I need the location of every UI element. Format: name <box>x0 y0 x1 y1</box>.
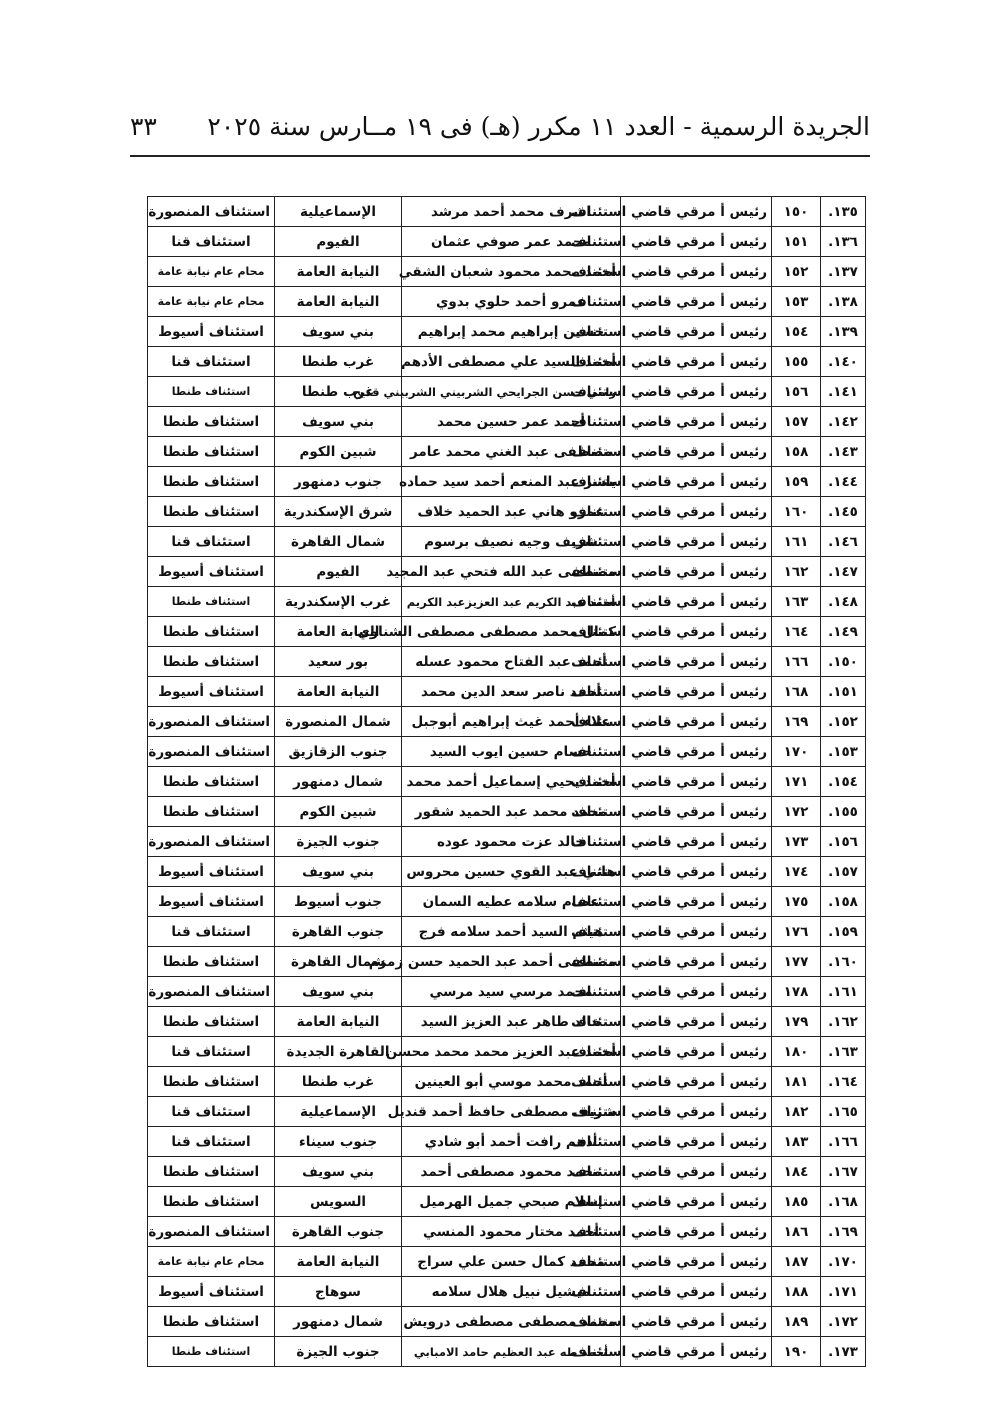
row-from: جنوب أسيوط <box>275 887 402 917</box>
table-row <box>148 317 866 347</box>
row-to: استئناف قنا <box>148 527 275 557</box>
table-row <box>148 1247 866 1277</box>
table-row <box>148 227 866 257</box>
row-rank: رئيس أ مرقي قاضي استئناف <box>621 617 772 647</box>
row-sequence: ١٦٦. <box>821 1127 866 1157</box>
row-name: أحمد مختار محمود المنسي <box>402 1217 621 1247</box>
table-row <box>148 287 866 317</box>
row-sequence: ١٤٧. <box>821 557 866 587</box>
row-sequence: ١٥٥. <box>821 797 866 827</box>
row-to: استئناف أسيوط <box>148 1277 275 1307</box>
row-sequence: ١٦٤. <box>821 1067 866 1097</box>
row-rank: رئيس أ مرقي قاضي استئناف <box>621 1247 772 1277</box>
row-rank: رئيس أ مرقي قاضي استئناف <box>621 977 772 1007</box>
row-from: شمال القاهرة <box>275 947 402 977</box>
row-rank: رئيس أ مرقي قاضي استئناف <box>621 257 772 287</box>
row-rank: رئيس أ مرقي قاضي استئناف <box>621 917 772 947</box>
table-row <box>148 1007 866 1037</box>
row-sequence: ١٤٣. <box>821 437 866 467</box>
row-to: استئناف طنطا <box>148 497 275 527</box>
row-from: النيابة العامة <box>275 677 402 707</box>
row-sequence: ١٦٠. <box>821 947 866 977</box>
row-sequence: ١٣٩. <box>821 317 866 347</box>
gazette-title: الجريدة الرسمية - العدد ١١ مكرر (هـ) فى ١٩ مــارس سنة ٢٠٢٥ <box>207 112 870 141</box>
table-row <box>148 1157 866 1187</box>
row-code: ١٦٩ <box>772 707 821 737</box>
row-name: حسين إبراهيم محمد إبراهيم <box>402 317 621 347</box>
row-name: مصطفى عبد الله فتحي عبد المجيد <box>402 557 621 587</box>
row-code: ١٧٧ <box>772 947 821 977</box>
row-from: جنوب القاهرة <box>275 917 402 947</box>
row-rank: رئيس أ مرقي قاضي استئناف <box>621 737 772 767</box>
row-sequence: ١٥٤. <box>821 767 866 797</box>
row-sequence: ١٤٩. <box>821 617 866 647</box>
row-rank: رئيس أ مرقي قاضي استئناف <box>621 467 772 497</box>
row-to: استئناف طنطا <box>148 377 275 407</box>
row-rank: رئيس أ مرقي قاضي استئناف <box>621 1307 772 1337</box>
table-row <box>148 1067 866 1097</box>
row-name: أحمد محمد موسي أبو العينين <box>402 1067 621 1097</box>
row-sequence: ١٣٦. <box>821 227 866 257</box>
row-to: استئناف طنطا <box>148 947 275 977</box>
table-row <box>148 677 866 707</box>
row-name: كمال محمد مصطفى مصطفى الشناوي <box>402 617 621 647</box>
row-name: هيثم السيد أحمد سلامه فرج <box>402 917 621 947</box>
row-sequence: ١٤١. <box>821 377 866 407</box>
row-code: ١٦٣ <box>772 587 821 617</box>
row-rank: رئيس أ مرقي قاضي استئناف <box>621 317 772 347</box>
page-header <box>130 112 870 141</box>
table-row <box>148 557 866 587</box>
row-sequence: ١٤٤. <box>821 467 866 497</box>
row-sequence: ١٦٧. <box>821 1157 866 1187</box>
row-from: النيابة العامة <box>275 257 402 287</box>
row-code: ١٥٨ <box>772 437 821 467</box>
row-rank: رئيس أ مرقي قاضي استئناف <box>621 1277 772 1307</box>
row-sequence: ١٧٠. <box>821 1247 866 1277</box>
row-from: بني سويف <box>275 407 402 437</box>
table-row <box>148 947 866 977</box>
row-sequence: ١٥٣. <box>821 737 866 767</box>
table-row <box>148 1277 866 1307</box>
row-code: ١٥٩ <box>772 467 821 497</box>
row-to: استئناف أسيوط <box>148 857 275 887</box>
row-to: استئناف قنا <box>148 1127 275 1157</box>
row-rank: رئيس أ مرقي قاضي استئناف <box>621 227 772 257</box>
row-rank: رئيس أ مرقي قاضي استئناف <box>621 827 772 857</box>
row-rank: رئيس أ مرقي قاضي استئناف <box>621 947 772 977</box>
row-sequence: ١٥١. <box>821 677 866 707</box>
row-to: استئناف أسيوط <box>148 317 275 347</box>
judges-table-body <box>148 197 866 1367</box>
row-name: أحمد ناصر سعد الدين محمد <box>402 677 621 707</box>
row-from: شرق الإسكندرية <box>275 497 402 527</box>
row-code: ١٨٣ <box>772 1127 821 1157</box>
row-to: استئناف طنطا <box>148 587 275 617</box>
table-row <box>148 857 866 887</box>
row-rank: رئيس أ مرقي قاضي استئناف <box>621 497 772 527</box>
table-row <box>148 587 866 617</box>
row-to: استئناف طنطا <box>148 647 275 677</box>
row-from: شمال دمنهور <box>275 1307 402 1337</box>
table-row <box>148 1187 866 1217</box>
row-name: خالد عزت محمود عوده <box>402 827 621 857</box>
row-name: هاني عبد القوي حسين محروس <box>402 857 621 887</box>
row-code: ١٦٤ <box>772 617 821 647</box>
row-code: ١٥١ <box>772 227 821 257</box>
row-to: استئناف أسيوط <box>148 887 275 917</box>
row-name: عمرو هاني عبد الحميد خلاف <box>402 497 621 527</box>
row-sequence: ١٦٨. <box>821 1187 866 1217</box>
row-rank: رئيس أ مرقي قاضي استئناف <box>621 887 772 917</box>
row-to: استئناف المنصورة <box>148 977 275 1007</box>
row-name: شريف وجيه نصيف برسوم <box>402 527 621 557</box>
row-to: استئناف المنصورة <box>148 737 275 767</box>
row-code: ١٧٩ <box>772 1007 821 1037</box>
row-from: الإسماعيلية <box>275 1097 402 1127</box>
row-code: ١٦٨ <box>772 677 821 707</box>
row-sequence: ١٦٣. <box>821 1037 866 1067</box>
row-code: ١٥٠ <box>772 197 821 227</box>
row-rank: رئيس أ مرقي قاضي استئناف <box>621 587 772 617</box>
row-name: محمد مرسي سيد مرسي <box>402 977 621 1007</box>
row-code: ١٥٣ <box>772 287 821 317</box>
row-from: بني سويف <box>275 977 402 1007</box>
row-rank: رئيس أ مرقي قاضي استئناف <box>621 287 772 317</box>
row-rank: رئيس أ مرقي قاضي استئناف <box>621 1337 772 1367</box>
table-row <box>148 707 866 737</box>
table-row <box>148 527 866 557</box>
row-code: ١٦٠ <box>772 497 821 527</box>
row-name: محمد كمال حسن علي سراج <box>402 1247 621 1277</box>
row-code: ١٨١ <box>772 1067 821 1097</box>
row-rank: رئيس أ مرقي قاضي استئناف <box>621 1217 772 1247</box>
row-rank: رئيس أ مرقي قاضي استئناف <box>621 707 772 737</box>
row-to: محام عام نيابة عامة <box>148 287 275 317</box>
row-code: ١٦١ <box>772 527 821 557</box>
row-rank: رئيس أ مرقي قاضي استئناف <box>621 407 772 437</box>
row-name: محمد عمر صوفي عثمان <box>402 227 621 257</box>
row-from: النيابة العامة <box>275 1007 402 1037</box>
row-rank: رئيس أ مرقي قاضي استئناف <box>621 437 772 467</box>
row-name: عمرو أحمد حلوي بدوي <box>402 287 621 317</box>
judges-table <box>147 196 866 1367</box>
row-code: ١٧٤ <box>772 857 821 887</box>
row-from: جنوب سيناء <box>275 1127 402 1157</box>
row-to: استئناف طنطا <box>148 1067 275 1097</box>
row-code: ١٨٩ <box>772 1307 821 1337</box>
row-code: ١٧٣ <box>772 827 821 857</box>
row-from: شمال المنصورة <box>275 707 402 737</box>
row-code: ١٥٤ <box>772 317 821 347</box>
row-rank: رئيس أ مرقي قاضي استئناف <box>621 527 772 557</box>
row-rank: رئيس أ مرقي قاضي استئناف <box>621 857 772 887</box>
row-from: غرب طنطا <box>275 377 402 407</box>
row-to: استئناف قنا <box>148 917 275 947</box>
row-from: بني سويف <box>275 1157 402 1187</box>
row-sequence: ١٧٢. <box>821 1307 866 1337</box>
row-sequence: ١٤٥. <box>821 497 866 527</box>
row-code: ١٧٠ <box>772 737 821 767</box>
table-row <box>148 1337 866 1367</box>
row-from: الفيوم <box>275 557 402 587</box>
row-rank: رئيس أ مرقي قاضي استئناف <box>621 1007 772 1037</box>
row-sequence: ١٣٥. <box>821 197 866 227</box>
row-to: استئناف طنطا <box>148 1157 275 1187</box>
row-code: ١٨٢ <box>772 1097 821 1127</box>
row-name: محمد محمد عبد الحميد شقور <box>402 797 621 827</box>
header-rule <box>130 155 870 157</box>
row-to: استئناف طنطا <box>148 617 275 647</box>
row-sequence: ١٣٨. <box>821 287 866 317</box>
row-to: استئناف المنصورة <box>148 1217 275 1247</box>
row-rank: رئيس أ مرقي قاضي استئناف <box>621 1067 772 1097</box>
row-from: جنوب الزقازيق <box>275 737 402 767</box>
row-rank: رئيس أ مرقي قاضي استئناف <box>621 767 772 797</box>
row-sequence: ١٦١. <box>821 977 866 1007</box>
row-name: أحمد السيد علي مصطفى الأدهم <box>402 347 621 377</box>
row-from: السويس <box>275 1187 402 1217</box>
row-from: بني سويف <box>275 317 402 347</box>
row-sequence: ١٤٦. <box>821 527 866 557</box>
row-name: أحمد عبد الفتاح محمود عسله <box>402 647 621 677</box>
row-from: شبين الكوم <box>275 797 402 827</box>
table-row <box>148 197 866 227</box>
table-row <box>148 1097 866 1127</box>
table-row <box>148 647 866 677</box>
row-to: استئناف قنا <box>148 1097 275 1127</box>
row-code: ١٨٥ <box>772 1187 821 1217</box>
row-name: أحمد يحيي إسماعيل أحمد محمد <box>402 767 621 797</box>
table-row <box>148 377 866 407</box>
row-name: أحمد عبد العزيز محمد محمد محسن <box>402 1037 621 1067</box>
row-from: غرب طنطا <box>275 347 402 377</box>
row-rank: رئيس أ مرقي قاضي استئناف <box>621 1097 772 1127</box>
table-row <box>148 437 866 467</box>
row-rank: رئيس أ مرقي قاضي استئناف <box>621 677 772 707</box>
row-from: غرب الإسكندرية <box>275 587 402 617</box>
row-name: أدهم رافت أحمد أبو شادي <box>402 1127 621 1157</box>
row-from: جنوب الجيزة <box>275 827 402 857</box>
row-name: عصام سلامه عطيه السمان <box>402 887 621 917</box>
row-code: ١٥٦ <box>772 377 821 407</box>
table-row <box>148 767 866 797</box>
row-to: استئناف طنطا <box>148 1337 275 1367</box>
row-code: ١٧١ <box>772 767 821 797</box>
row-code: ١٧٨ <box>772 977 821 1007</box>
row-sequence: ١٣٧. <box>821 257 866 287</box>
row-code: ١٨٦ <box>772 1217 821 1247</box>
row-code: ١٧٥ <box>772 887 821 917</box>
row-name: رامي حسن الجرايحي الشربيني الشربيني قديح <box>402 377 621 407</box>
row-to: استئناف طنطا <box>148 767 275 797</box>
row-code: ١٦٦ <box>772 647 821 677</box>
row-rank: رئيس أ مرقي قاضي استئناف <box>621 197 772 227</box>
row-to: محام عام نيابة عامة <box>148 257 275 287</box>
row-from: جنوب الجيزة <box>275 1337 402 1367</box>
row-name: خالد طاهر عبد العزيز السيد <box>402 1007 621 1037</box>
row-name: حسام حسين ايوب السيد <box>402 737 621 767</box>
row-name: أحمد محمد محمود شعبان الشقي <box>402 257 621 287</box>
row-code: ١٨٠ <box>772 1037 821 1067</box>
row-from: النيابة العامة <box>275 617 402 647</box>
row-rank: رئيس أ مرقي قاضي استئناف <box>621 1037 772 1067</box>
row-from: الإسماعيلية <box>275 197 402 227</box>
row-rank: رئيس أ مرقي قاضي استئناف <box>621 557 772 587</box>
row-from: سوهاج <box>275 1277 402 1307</box>
table-row <box>148 917 866 947</box>
row-from: شبين الكوم <box>275 437 402 467</box>
row-name: أحمد طه عبد العظيم حامد الامبابي <box>402 1337 621 1367</box>
row-name: علاء أحمد غيث إبراهيم أبوجبل <box>402 707 621 737</box>
row-name: محمد مصطفى مصطفى درويش <box>402 1307 621 1337</box>
row-code: ١٨٤ <box>772 1157 821 1187</box>
row-sequence: ١٥٨. <box>821 887 866 917</box>
table-row <box>148 617 866 647</box>
table-row <box>148 1307 866 1337</box>
row-name: محمد محمود مصطفى أحمد <box>402 1157 621 1187</box>
row-code: ١٨٧ <box>772 1247 821 1277</box>
row-to: استئناف طنطا <box>148 407 275 437</box>
row-to: استئناف قنا <box>148 1037 275 1067</box>
row-rank: رئيس أ مرقي قاضي استئناف <box>621 377 772 407</box>
row-name: ميشيل نبيل هلال سلامه <box>402 1277 621 1307</box>
table-row <box>148 1037 866 1067</box>
row-sequence: ١٥٩. <box>821 917 866 947</box>
table-row <box>148 737 866 767</box>
row-sequence: ١٧٣. <box>821 1337 866 1367</box>
table-row <box>148 887 866 917</box>
row-to: استئناف طنطا <box>148 1187 275 1217</box>
row-sequence: ١٥٧. <box>821 857 866 887</box>
row-code: ١٥٥ <box>772 347 821 377</box>
row-code: ١٦٢ <box>772 557 821 587</box>
table-row <box>148 257 866 287</box>
row-code: ١٨٨ <box>772 1277 821 1307</box>
row-from: بني سويف <box>275 857 402 887</box>
table-row <box>148 827 866 857</box>
row-sequence: ١٤٠. <box>821 347 866 377</box>
row-to: استئناف قنا <box>148 227 275 257</box>
row-rank: رئيس أ مرقي قاضي استئناف <box>621 797 772 827</box>
row-to: استئناف المنصورة <box>148 197 275 227</box>
row-to: استئناف طنطا <box>148 437 275 467</box>
row-sequence: ١٥٦. <box>821 827 866 857</box>
row-name: إسلام صبحي جميل الهرميل <box>402 1187 621 1217</box>
row-sequence: ١٥٢. <box>821 707 866 737</box>
row-from: الفيوم <box>275 227 402 257</box>
row-to: استئناف طنطا <box>148 1307 275 1337</box>
table-row <box>148 1217 866 1247</box>
row-sequence: ١٦٢. <box>821 1007 866 1037</box>
row-code: ١٥٢ <box>772 257 821 287</box>
row-to: استئناف طنطا <box>148 797 275 827</box>
row-code: ١٧٢ <box>772 797 821 827</box>
row-rank: رئيس أ مرقي قاضي استئناف <box>621 647 772 677</box>
row-rank: رئيس أ مرقي قاضي استئناف <box>621 347 772 377</box>
row-name: مصطفى أحمد عبد الحميد حسن زمزم <box>402 947 621 977</box>
row-from: شمال القاهرة <box>275 527 402 557</box>
row-from: القاهرة الجديدة <box>275 1037 402 1067</box>
row-to: استئناف أسيوط <box>148 677 275 707</box>
row-name: اشرف محمد أحمد مرشد <box>402 197 621 227</box>
row-from: جنوب دمنهور <box>275 467 402 497</box>
row-to: استئناف قنا <box>148 347 275 377</box>
row-name: ياسر عبد المنعم أحمد سيد حماده <box>402 467 621 497</box>
table-row <box>148 797 866 827</box>
row-sequence: ١٥٠. <box>821 647 866 677</box>
row-name: أحمد عمر حسين محمد <box>402 407 621 437</box>
row-from: جنوب القاهرة <box>275 1217 402 1247</box>
row-sequence: ١٤٢. <box>821 407 866 437</box>
row-code: ١٧٦ <box>772 917 821 947</box>
row-to: استئناف أسيوط <box>148 557 275 587</box>
table-row <box>148 407 866 437</box>
row-rank: رئيس أ مرقي قاضي استئناف <box>621 1157 772 1187</box>
table-row <box>148 497 866 527</box>
table-row <box>148 977 866 1007</box>
row-sequence: ١٦٩. <box>821 1217 866 1247</box>
table-row <box>148 1127 866 1157</box>
row-rank: رئيس أ مرقي قاضي استئناف <box>621 1127 772 1157</box>
row-name: شريف مصطفى حافظ أحمد قنديل <box>402 1097 621 1127</box>
row-to: استئناف طنطا <box>148 1007 275 1037</box>
row-to: استئناف طنطا <box>148 467 275 497</box>
row-sequence: ١٧١. <box>821 1277 866 1307</box>
row-code: ١٩٠ <box>772 1337 821 1367</box>
row-sequence: ١٦٥. <box>821 1097 866 1127</box>
page-number: ٣٣ <box>130 112 157 141</box>
row-from: غرب طنطا <box>275 1067 402 1097</box>
row-from: بور سعيد <box>275 647 402 677</box>
row-to: استئناف المنصورة <box>148 827 275 857</box>
row-to: استئناف المنصورة <box>148 707 275 737</box>
row-sequence: ١٤٨. <box>821 587 866 617</box>
row-name: مصطفى عبد الغني محمد عامر <box>402 437 621 467</box>
row-from: النيابة العامة <box>275 1247 402 1277</box>
row-name: أحمد عبد الكريم عبد العزيزعبد الكريم <box>402 587 621 617</box>
table-row <box>148 467 866 497</box>
row-code: ١٥٧ <box>772 407 821 437</box>
row-from: شمال دمنهور <box>275 767 402 797</box>
row-rank: رئيس أ مرقي قاضي استئناف <box>621 1187 772 1217</box>
row-from: النيابة العامة <box>275 287 402 317</box>
table-row <box>148 347 866 377</box>
row-to: محام عام نيابة عامة <box>148 1247 275 1277</box>
